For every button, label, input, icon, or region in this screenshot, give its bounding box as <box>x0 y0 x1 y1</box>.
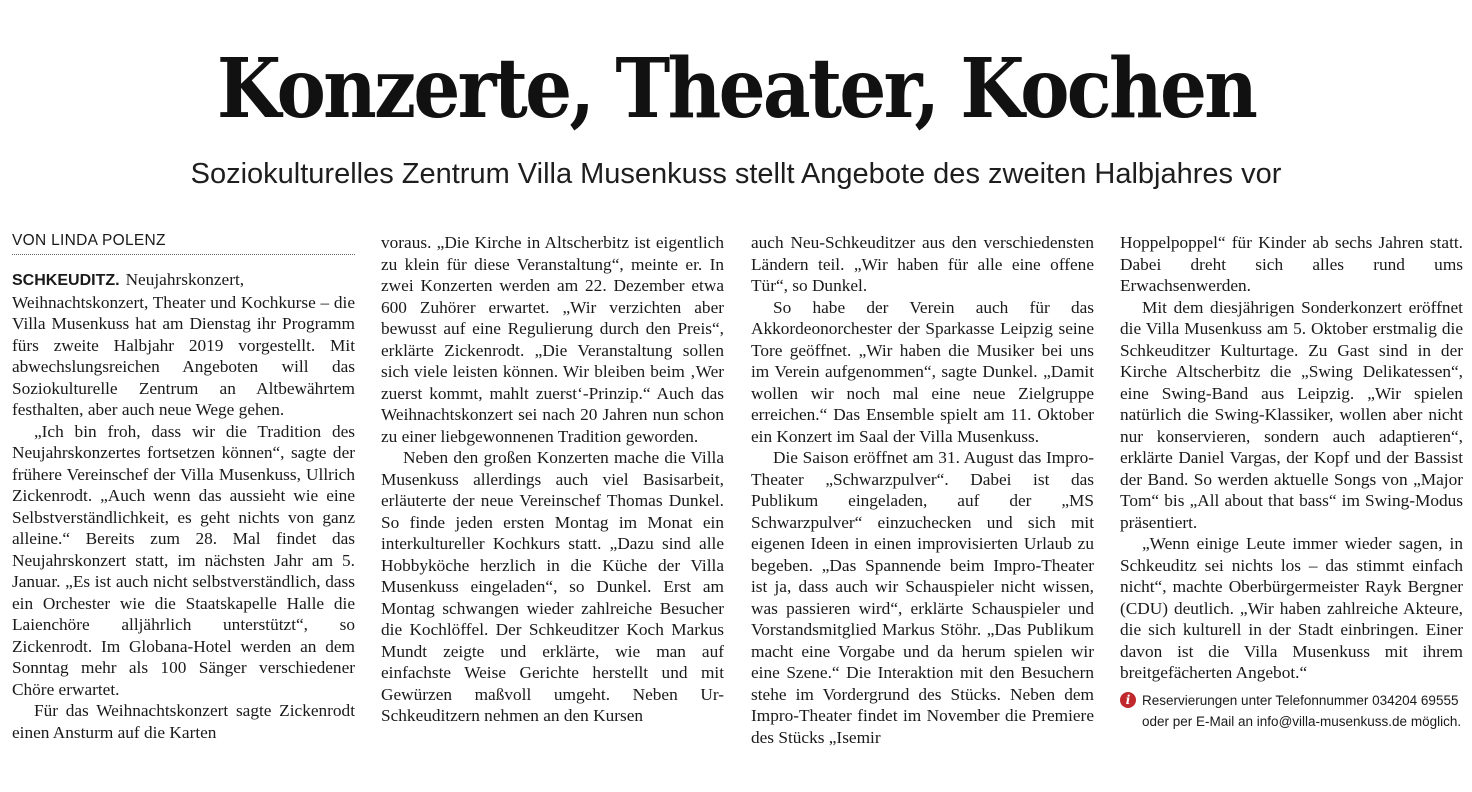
byline: VON LINDA POLENZ <box>12 232 355 255</box>
paragraph-text: Neujahrskonzert, Weihnachtskonzert, Theater und Kochkurse – die Villa Musenkuss hat am Dienstag ihr Programm fürs zweite Halbjahr 2019 vorgestellt. Mit abwechslungsreichen Angeboten will das Soziokulturelle Zentrum an Altbewährtem festhalten, aber auch neue Wege gehen. <box>12 270 355 419</box>
paragraph: Neben den großen Konzerten mache die Villa Musenkuss allerdings auch viel Basisarbeit, erläuterte der neue Vereinschef Thomas Dunkel. So finde jeden ersten Montag im Monat ein interkultureller Kochkurs statt. „Dazu sind alle Hobbyköche herzlich in die Küche der Villa Musenkuss eingeladen“, so Dunkel. Erst am Montag schwangen wieder zahlreiche Besucher die Kochlöffel. Der Schkeuditzer Koch Markus Mundt zeigte und erklärte, wie man auf einfachste Weise Gerichte herstellt und mit Gewürzen maßvoll umgeht. Neben Ur-Schkeuditzern nehmen an den Kursen <box>381 448 724 725</box>
dateline: SCHKEUDITZ. <box>12 272 120 289</box>
paragraph: auch Neu-Schkeuditzer aus den verschiedensten Ländern teil. „Wir haben für alle eine offene Tür“, so Dunkel. <box>751 233 1094 295</box>
info-box <box>1120 690 1463 732</box>
paragraph: „Wenn einige Leute immer wieder sagen, in Schkeuditz sei nichts los – das stimmt einfach nicht“, machte Oberbürgermeister Rayk Bergner (CDU) deutlich. „Wir haben zahlreiche Akteure, die sich kulturell in der Stadt einbringen. Einer davon ist die Villa Musenkuss mit ihrem breitgefächerten Angebot.“ <box>1120 534 1463 682</box>
article-column-4 <box>1120 232 1463 732</box>
paragraph: So habe der Verein auch für das Akkordeonorchester der Sparkasse Leipzig seine Tore geöffnet. „Wir haben die Musiker bei uns im Verein aufgenommen“, sagte Dunkel. „Damit wollen wir noch mal eine neue Zielgruppe erreichen.“ Das Ensemble spielt am 11. Oktober ein Konzert im Saal der Villa Musenkuss. <box>751 297 1094 446</box>
article-column-2 <box>381 232 724 727</box>
article-column-3 <box>751 232 1094 748</box>
paragraph <box>12 269 355 421</box>
headline: Konzerte, Theater, Kochen <box>216 41 1256 137</box>
paragraph: Für das Weihnachtskonzert sagte Zickenrodt einen Ansturm auf die Karten <box>12 701 355 742</box>
paragraph: voraus. „Die Kirche in Altscherbitz ist eigentlich zu klein für diese Veranstaltung“, meinte er. In zwei Konzerten werden am 22. Dezember etwa 600 Zuhörer erwartet. „Wir verzichten aber bewusst auf eine Regulierung durch den Preis“, erklärte Zickenrodt. „Die Veranstaltung sollen sich viele leisten können. Wir bleiben beim ‚Wer zuerst kommt, mahlt zuerst‘-Prinzip.“ Auch das Weihnachtskonzert sei nach 20 Jahren nun schon zu einer liebgewonnenen Tradition geworden. <box>381 233 724 446</box>
paragraph: Mit dem diesjährigen Sonderkonzert eröffnet die Villa Musenkuss am 5. Oktober erstmalig die Schkeuditzer Kulturtage. Zu Gast sind in der Kirche Altscherbitz die „Swing Delikatessen“, eine Swing-Band aus Leipzig. „Wir spielen natürlich die Swing-Klassiker, wollen aber nicht nur konservieren, sondern auch adaptieren“, erklärte Daniel Vargas, der Kopf und der Bassist der Band. So werden aktuelle Songs von „Major Tom“ bis „All about that bass“ im Swing-Modus präsentiert. <box>1120 297 1463 532</box>
article-column-1 <box>12 232 355 743</box>
paragraph: Die Saison eröffnet am 31. August das Impro-Theater „Schwarzpulver“. Dabei ist das Publikum eingeladen, auf der „MS Schwarzpulver“ einzuchecken und sich mit eigenen Ideen in einen improvisierten Urlaub zu begeben. „Das Spannende beim Impro-Theater ist ja, dass auch wir Schauspieler nicht wissen, was passieren wird“, erklärte Schauspieler und Vorstandsmitglied Markus Stöhr. „Das Publikum macht eine Vorgabe und da herum spielen wir eine Szene.“ Die Interaktion mit den Besuchern stehe im Vordergrund des Stücks. Neben dem Impro-Theater findet im November die Premiere des Stücks „Isemir <box>751 448 1094 747</box>
subheadline: Soziokulturelles Zentrum Villa Musenkuss stellt Angebote des zweiten Halbjahres vor <box>190 158 1282 190</box>
paragraph: Hoppelpoppel“ für Kinder ab sechs Jahren statt. Dabei dreht sich alles rund ums Erwachsenwerden. <box>1120 233 1463 295</box>
info-icon: i <box>1120 692 1136 708</box>
info-text: Reservierungen unter Telefonnummer 034204 69555 oder per E-Mail an info@villa-musenkuss.de möglich. <box>1142 692 1462 729</box>
paragraph: „Ich bin froh, dass wir die Tradition des Neujahrskonzertes fortsetzen können“, sagte der frühere Vereinschef der Villa Musenkuss, Ullrich Zickenrodt. „Auch wenn das aussieht wie eine Selbstverständlichkeit, es geht nichts von ganz alleine.“ Bereits zum 28. Mal findet das Neujahrskonzert statt, im nächsten Jahr am 5. Januar. „Es ist auch nicht selbstverständlich, dass ein Orchester wie die Staatskapelle Halle die Laienchöre alljährlich unterstützt“, so Zickenrodt. Im Globana-Hotel werden an dem Sonntag mehr als 100 Sänger verschiedener Chöre erwartet. <box>12 421 355 699</box>
